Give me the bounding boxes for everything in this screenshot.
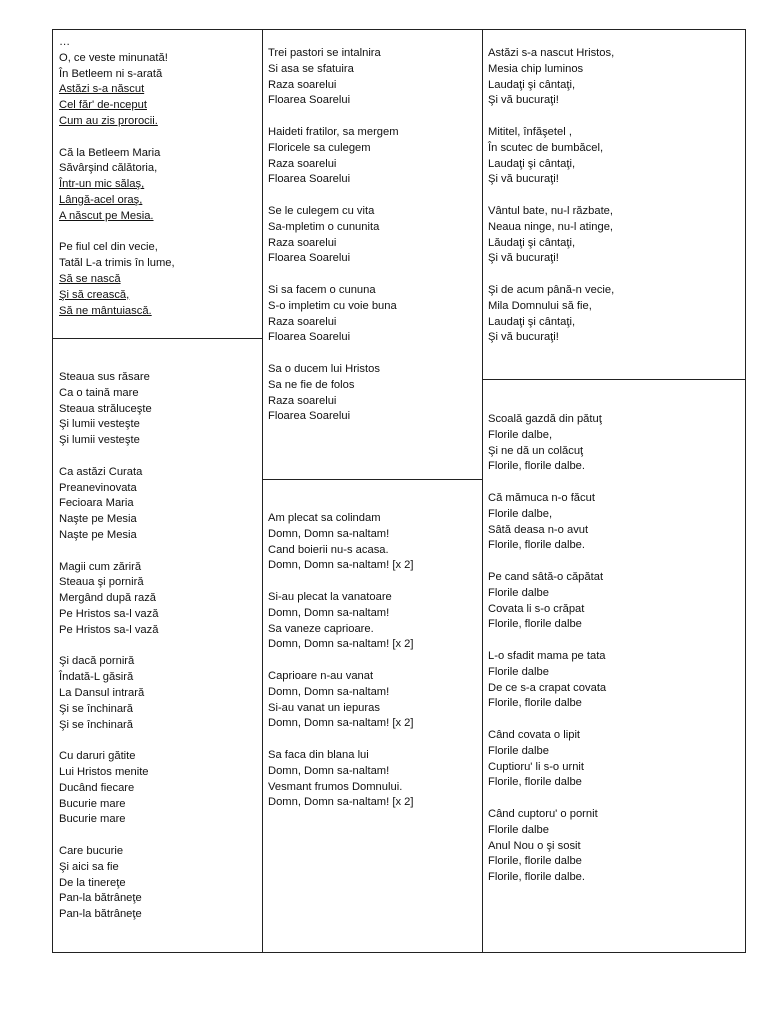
stanza-break bbox=[488, 267, 741, 283]
lyric-line: Am plecat sa colindam bbox=[268, 512, 381, 524]
document-frame bbox=[52, 29, 746, 953]
lyric-line: Vesmant frumos Domnului. bbox=[268, 780, 403, 793]
lyric-line: Si-au vanat un iepuras bbox=[268, 701, 380, 714]
lyric-line: Floarea Soarelui bbox=[268, 410, 351, 423]
lyric-line: Domn, Domn sa-naltam! bbox=[268, 606, 390, 619]
lyric-line: Florile dalbe, bbox=[488, 428, 553, 441]
lyric-line: Cand boierii nu-s acasa. bbox=[268, 543, 389, 556]
lyric-line: În scutec de bumbăcel, bbox=[488, 141, 604, 154]
stanza-break bbox=[268, 109, 478, 125]
lyric-line: Bucurie mare bbox=[59, 813, 126, 826]
lyric-line: Pe Hristos sa-l vază bbox=[59, 623, 159, 636]
lyric-line: Mila Domnului să fie, bbox=[488, 299, 592, 312]
lyric-line: La Dansul intrară bbox=[59, 686, 145, 699]
lyric-line: O, ce veste minunată! bbox=[59, 51, 168, 64]
lyric-line: În Betleem ni s-arată bbox=[59, 67, 163, 80]
stanza-break bbox=[488, 633, 741, 649]
stanza-break bbox=[268, 732, 478, 748]
lyric-line: Pe Hristos sa-l vază bbox=[59, 607, 159, 620]
stanza-break bbox=[488, 109, 741, 125]
lyric-line: Bucurie mare bbox=[59, 797, 126, 810]
lyric-line: Îndată-L găsiră bbox=[59, 671, 134, 684]
lyric-line: Raza soarelui bbox=[268, 394, 337, 407]
lyric-line: Florile, florile dalbe bbox=[488, 855, 582, 868]
lyric-line: Si-au plecat la vanatoare bbox=[268, 590, 392, 603]
lyric-line: Şi dacă porniră bbox=[59, 655, 135, 668]
lyric-line: Domn, Domn sa-naltam! [x 2] bbox=[268, 559, 414, 572]
lyric-line: Lui Hristos menite bbox=[59, 765, 149, 778]
lyric-line: L-o sfadit mama pe tata bbox=[488, 649, 606, 662]
lyric-line: Domn, Domn sa-naltam! bbox=[268, 764, 390, 777]
lyric-line: Trei pastori se intalnira bbox=[268, 47, 381, 59]
stanza-break bbox=[268, 653, 478, 669]
lyric-line: Floricele sa culegem bbox=[268, 141, 371, 154]
lyric-line: Şi vă bucuraţi! bbox=[488, 94, 559, 107]
stanza-break bbox=[59, 639, 258, 655]
lyric-line: Covata li s-o crăpat bbox=[488, 602, 585, 615]
lyric-line: Florile dalbe bbox=[488, 744, 549, 757]
lyric-line: Mititel, înfăşetel , bbox=[488, 125, 572, 138]
lyric-line: Când covata o lipit bbox=[488, 728, 581, 741]
lyric-line: S-o impletim cu voie buna bbox=[268, 299, 397, 312]
lyric-line: Şi lumii vesteşte bbox=[59, 418, 140, 431]
lyric-line: Astăzi s-a născut bbox=[59, 83, 145, 96]
stanza-break bbox=[268, 267, 478, 283]
lyric-line: Astăzi s-a nascut Hristos, bbox=[488, 47, 615, 59]
stanza-break bbox=[488, 791, 741, 807]
lyric-line: Şi vă bucuraţi! bbox=[488, 252, 559, 265]
lyric-line: Preanevinovata bbox=[59, 481, 137, 494]
lyric-line: Domn, Domn sa-naltam! [x 2] bbox=[268, 717, 414, 730]
lyric-line: Că mămuca n-o făcut bbox=[488, 491, 595, 504]
lyric-line: Laudaţi şi cântaţi, bbox=[488, 157, 576, 170]
lyric-line: Florile, florile dalbe. bbox=[488, 871, 586, 884]
stanza-break bbox=[59, 449, 258, 465]
column-3 bbox=[482, 30, 745, 952]
lyric-line: Raza soarelui bbox=[268, 157, 337, 170]
lyric-line: Pan-la bătrâneţe bbox=[59, 892, 142, 905]
lyric-line: Naşte pe Mesia bbox=[59, 528, 137, 541]
cell-divider bbox=[262, 479, 482, 480]
lyric-line: Şi vă bucuraţi! bbox=[488, 331, 559, 344]
lyric-line: Florile, florile dalbe. bbox=[488, 460, 586, 473]
column-2 bbox=[262, 30, 483, 952]
lyric-line: Se le culegem cu vita bbox=[268, 204, 375, 217]
lyric-line: Sa o ducem lui Hristos bbox=[268, 362, 380, 375]
lyric-line: Cu daruri gătite bbox=[59, 750, 136, 763]
lyric-line: Şi să crească, bbox=[59, 288, 130, 301]
lyric-line: Floarea Soarelui bbox=[268, 331, 351, 344]
lyric-line: Lângă-acel oraş, bbox=[59, 193, 143, 206]
lyric-line: A născut pe Mesia. bbox=[59, 209, 154, 222]
lyric-line: Pe fiul cel din vecie, bbox=[59, 241, 158, 254]
lyric-line: Si asa se sfatuira bbox=[268, 62, 354, 75]
stanza-break bbox=[59, 733, 258, 749]
carol-trei-pastori bbox=[262, 46, 482, 425]
lyric-line: Anul Nou o şi sosit bbox=[488, 839, 581, 852]
lyric-line: Când cuptoru' o pornit bbox=[488, 807, 598, 820]
lyric-line: Să ne mântuiască. bbox=[59, 304, 152, 317]
carol-scoala-gazda bbox=[482, 412, 745, 886]
lyric-line: Steaua străluceşte bbox=[59, 402, 152, 415]
lyric-line: Şi de acum până-n vecie, bbox=[488, 283, 615, 296]
lyric-line: Săvârşind călătoria, bbox=[59, 162, 158, 175]
stanza-break bbox=[268, 346, 478, 362]
lyric-line: Domn, Domn sa-naltam! [x 2] bbox=[268, 638, 414, 651]
lyric-line: De ce s-a crapat covata bbox=[488, 681, 607, 694]
lyric-line: Cum au zis prorocii. bbox=[59, 114, 158, 127]
lyric-line: Florile dalbe bbox=[488, 665, 549, 678]
lyric-line: Sa faca din blana lui bbox=[268, 748, 369, 761]
lyric-line: Neaua ninge, nu-l atinge, bbox=[488, 220, 614, 233]
lyric-line: Steaua sus răsare bbox=[59, 371, 150, 383]
lyric-line: Şi ne dă un colăcuţ bbox=[488, 444, 584, 457]
cell-divider bbox=[482, 379, 745, 380]
lyric-line: Raza soarelui bbox=[268, 236, 337, 249]
lyric-line: … bbox=[59, 36, 71, 48]
lyric-line: Ca o taină mare bbox=[59, 386, 139, 399]
stanza-break bbox=[59, 225, 258, 241]
lyric-line: Sa-mpletim o cununita bbox=[268, 220, 380, 233]
lyric-line: Şi se închinară bbox=[59, 702, 134, 715]
lyric-line: Pan-la bătrâneţe bbox=[59, 908, 142, 921]
lyric-line: Laudaţi şi cântaţi, bbox=[488, 78, 576, 91]
lyric-line: Ca astăzi Curata bbox=[59, 465, 143, 478]
stanza-break bbox=[59, 130, 258, 146]
lyric-line: Caprioare n-au vanat bbox=[268, 669, 374, 682]
lyric-line: Lăudaţi şi cântaţi, bbox=[488, 236, 576, 249]
cell-divider bbox=[53, 338, 262, 339]
lyric-line: Florile, florile dalbe bbox=[488, 776, 582, 789]
stanza-break bbox=[59, 828, 258, 844]
lyric-line: Floarea Soarelui bbox=[268, 252, 351, 265]
lyric-line: Haideti fratilor, sa mergem bbox=[268, 125, 399, 138]
lyric-line: Pe cand sâtă-o căpătat bbox=[488, 570, 604, 583]
lyric-line: Laudaţi şi cântaţi, bbox=[488, 315, 576, 328]
lyric-line: Si sa facem o cununa bbox=[268, 283, 376, 296]
lyric-line: Vântul bate, nu-l răzbate, bbox=[488, 204, 614, 217]
lyric-line: Sa vaneze caprioare. bbox=[268, 622, 374, 635]
stanza-break bbox=[268, 188, 478, 204]
stanza-break bbox=[488, 712, 741, 728]
lyric-line: Florile, florile dalbe bbox=[488, 618, 582, 631]
lyric-line: Naşte pe Mesia bbox=[59, 513, 137, 526]
lyric-line: Florile dalbe bbox=[488, 823, 549, 836]
lyric-line: De la tinereţe bbox=[59, 876, 126, 889]
lyric-line: Raza soarelui bbox=[268, 315, 337, 328]
lyric-line: Într-un mic sălaş, bbox=[59, 178, 145, 191]
lyric-line: Fecioara Maria bbox=[59, 497, 134, 510]
lyric-line: Cuptioru' li s-o urnit bbox=[488, 760, 585, 773]
lyric-line: Că la Betleem Maria bbox=[59, 146, 161, 159]
lyric-line: Florile, florile dalbe bbox=[488, 697, 582, 710]
lyric-line: Domn, Domn sa-naltam! bbox=[268, 685, 390, 698]
lyric-line: Steaua şi porniră bbox=[59, 576, 144, 589]
lyric-line: Florile dalbe, bbox=[488, 507, 553, 520]
lyric-line: Florile dalbe bbox=[488, 586, 549, 599]
stanza-break bbox=[488, 475, 741, 491]
lyric-line: Domn, Domn sa-naltam! [x 2] bbox=[268, 796, 414, 809]
stanza-break bbox=[488, 554, 741, 570]
lyric-line: Şi vă bucuraţi! bbox=[488, 173, 559, 186]
lyric-line: Ducând fiecare bbox=[59, 781, 135, 794]
lyric-line: Cel făr' de-nceput bbox=[59, 99, 147, 112]
lyric-line: Florile, florile dalbe. bbox=[488, 539, 586, 552]
lyric-line: Sa ne fie de folos bbox=[268, 378, 355, 391]
lyric-line: Mergând după rază bbox=[59, 592, 157, 605]
stanza-break bbox=[488, 188, 741, 204]
carol-o-ce-veste-minunata bbox=[53, 35, 262, 319]
lyric-line: Şi lumii vesteşte bbox=[59, 434, 140, 447]
lyric-line: Raza soarelui bbox=[268, 78, 337, 91]
stanza-break bbox=[268, 574, 478, 590]
carol-astazi-s-a-nascut-hristos bbox=[482, 46, 745, 346]
lyric-line: Floarea Soarelui bbox=[268, 94, 351, 107]
lyric-line: Sâtă deasa n-o avut bbox=[488, 523, 589, 536]
lyric-line: Şi se închinară bbox=[59, 718, 134, 731]
lyric-line: Tatăl L-a trimis în lume, bbox=[59, 257, 175, 270]
carol-am-plecat-sa-colindam bbox=[262, 511, 482, 811]
lyric-line: Să se nască bbox=[59, 272, 121, 285]
lyric-line: Magii cum zăriră bbox=[59, 560, 142, 573]
lyric-line: Floarea Soarelui bbox=[268, 173, 351, 186]
lyric-line: Mesia chip luminos bbox=[488, 62, 584, 75]
lyric-line: Şi aici sa fie bbox=[59, 860, 119, 873]
lyric-line: Domn, Domn sa-naltam! bbox=[268, 527, 390, 540]
lyric-line: Care bucurie bbox=[59, 844, 124, 857]
column-1 bbox=[53, 30, 263, 952]
lyric-line: Scoală gazdă din pătuţ bbox=[488, 413, 602, 425]
carol-steaua-sus-rasare bbox=[53, 370, 262, 923]
stanza-break bbox=[59, 544, 258, 560]
